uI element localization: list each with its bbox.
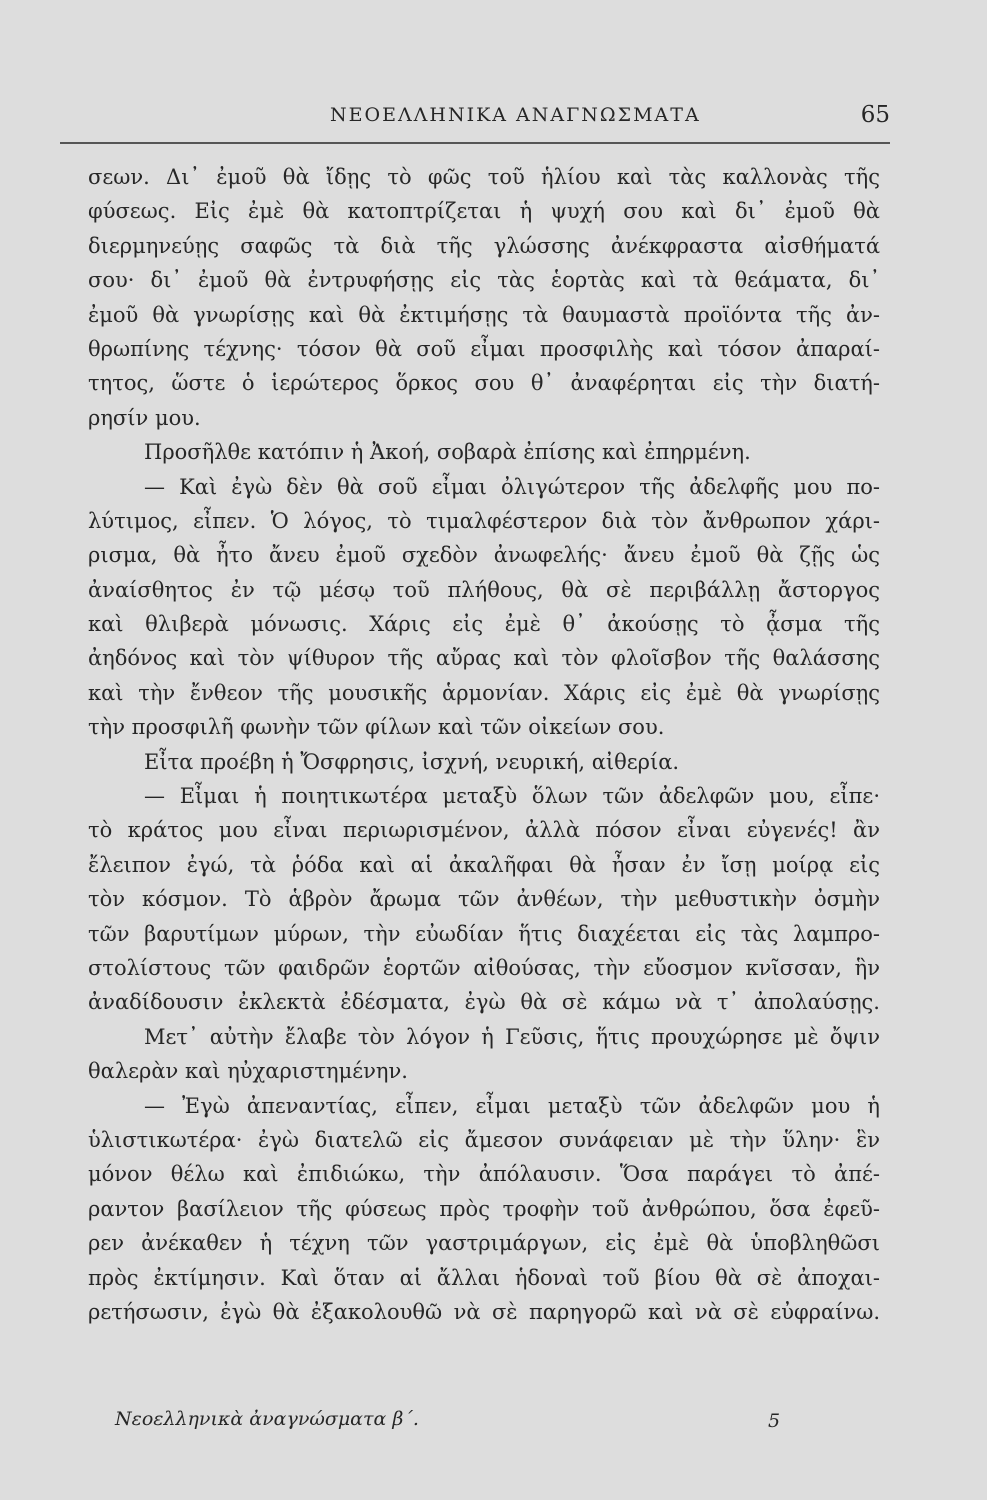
text-line: ραντον βασίλειον τῆς φύσεως πρὸς τροφὴν τοῦ ἀνθρώπου, ὅσα ἐφεῦ- bbox=[88, 1196, 880, 1221]
text-line: μόνον θέλω καὶ ἐπιδιώκω, τὴν ἀπόλαυσιν. Ὅσα παράγει τὸ ἀπέ- bbox=[88, 1162, 880, 1187]
text-line: καὶ τὴν ἔνθεον τῆς μουσικῆς ἁρμονίαν. Χάρις εἰς ἐμὲ θὰ γνωρίσῃς bbox=[88, 680, 880, 705]
text-line: Εἶτα προέβη ἡ Ὄσφρησις, ἰσχνή, νευρική, αἰθερία. bbox=[144, 749, 680, 774]
text-line: ἔλειπον ἐγώ, τὰ ῥόδα καὶ αἱ ἀκαλῆφαι θὰ ἦσαν ἐν ἴσῃ μοίρᾳ εἰς bbox=[88, 852, 880, 877]
text-line: ρετήσωσιν, ἐγὼ θὰ ἐξακολουθῶ νὰ σὲ παρηγορῶ καὶ νὰ σὲ εὐφραίνω. bbox=[88, 1299, 880, 1324]
text-line: θρωπίνης τέχνης· τόσον θὰ σοῦ εἶμαι προσφιλὴς καὶ τόσον ἀπαραί- bbox=[88, 336, 880, 361]
text-line: θαλερὰν καὶ ηὐχαριστημένην. bbox=[88, 1059, 408, 1084]
text-line: ρισμα, θὰ ἦτο ἄνευ ἐμοῦ σχεδὸν ἀνωφελής· ἄνευ ἐμοῦ θὰ ζῇς ὡς bbox=[88, 543, 880, 568]
text-line: ρησίν μου. bbox=[88, 405, 201, 430]
text-line: τὸ κράτος μου εἶναι περιωρισμένον, ἀλλὰ πόσον εἶναι εὐγενές! ἂν bbox=[88, 818, 880, 843]
text-line: σεων. Δι᾽ ἐμοῦ θὰ ἴδῃς τὸ φῶς τοῦ ἡλίου καὶ τὰς καλλονὰς τῆς bbox=[88, 165, 880, 189]
text-line: καὶ θλιβερὰ μόνωσις. Χάρις εἰς ἐμὲ θ᾽ ἀκούσῃς τὸ ᾆσμα τῆς bbox=[88, 612, 880, 637]
text-line: τητος, ὥστε ὁ ἱερώτερος ὅρκος σου θ᾽ ἀναφέρηται εἰς τὴν διατή- bbox=[88, 371, 880, 396]
text-line: φύσεως. Εἰς ἐμὲ θὰ κατοπτρίζεται ἡ ψυχή σου καὶ δι᾽ ἐμοῦ θὰ bbox=[88, 199, 880, 224]
text-line: στολίστους τῶν φαιδρῶν ἑορτῶν αἰθούσας, τὴν εὔοσμον κνῖσσαν, ἣν bbox=[88, 955, 880, 980]
running-head: ΝΕΟΕΛΛΗΝΙΚΑ ΑΝΑΓΝΩΣΜΑΤΑ bbox=[330, 104, 701, 126]
text-line: τὸν κόσμον. Τὸ ἁβρὸν ἄρωμα τῶν ἀνθέων, τὴν μεθυστικὴν ὀσμὴν bbox=[88, 887, 880, 912]
footer-signature: 5 bbox=[768, 1410, 781, 1432]
text-line: λύτιμος, εἶπεν. Ὁ λόγος, τὸ τιμαλφέστερον διὰ τὸν ἄνθρωπον χάρι- bbox=[88, 508, 880, 533]
page-number: 65 bbox=[860, 102, 890, 128]
text-line: ρεν ἀνέκαθεν ἡ τέχνη τῶν γαστριμάργων, εἰς ἐμὲ θὰ ὑποβληθῶσι bbox=[88, 1231, 880, 1256]
text-line: διερμηνεύῃς σαφῶς τὰ διὰ τῆς γλώσσης ἀνέκφραστα αἰσθήματά bbox=[88, 233, 880, 258]
text-line: Προσῆλθε κατόπιν ἡ Ἀκοή, σοβαρὰ ἐπίσης καὶ ἐπηρμένη. bbox=[144, 440, 751, 465]
text-line: σου· δι᾽ ἐμοῦ θὰ ἐντρυφήσῃς εἰς τὰς ἑορτὰς καὶ τὰ θεάματα, δι᾽ bbox=[88, 268, 880, 293]
footer-book-title: Νεοελληνικὰ ἀναγνώσματα β΄. bbox=[115, 1408, 419, 1430]
text-line: ὑλιστικωτέρα· ἐγὼ διατελῶ εἰς ἄμεσον συνάφειαν μὲ τὴν ὕλην· ἓν bbox=[88, 1127, 880, 1152]
text-line: — Εἶμαι ἡ ποιητικωτέρα μεταξὺ ὅλων τῶν ἀδελφῶν μου, εἶπε· bbox=[144, 784, 880, 809]
text-line: — Ἐγὼ ἀπεναντίας, εἶπεν, εἶμαι μεταξὺ τῶν ἀδελφῶν μου ἡ bbox=[144, 1093, 880, 1118]
body-text bbox=[88, 160, 880, 1329]
header-rule bbox=[60, 142, 890, 144]
text-line: ἐμοῦ θὰ γνωρίσῃς καὶ θὰ ἐκτιμήσῃς τὰ θαυμαστὰ προϊόντα τῆς ἀν- bbox=[88, 302, 880, 327]
text-line: ἀναίσθητος ἐν τῷ μέσῳ τοῦ πλήθους, θὰ σὲ περιβάλλῃ ἄστοργος bbox=[88, 577, 880, 602]
text-line: τῶν βαρυτίμων μύρων, τὴν εὐωδίαν ἥτις διαχέεται εἰς τὰς λαμπρο- bbox=[88, 921, 880, 946]
text-line: Μετ᾽ αὐτὴν ἔλαβε τὸν λόγον ἡ Γεῦσις, ἥτις προυχώρησε μὲ ὄψιν bbox=[144, 1024, 880, 1049]
text-line: πρὸς ἐκτίμησιν. Καὶ ὅταν αἱ ἄλλαι ἡδοναὶ τοῦ βίου θὰ σὲ ἀποχαι- bbox=[88, 1265, 880, 1290]
text-line: τὴν προσφιλῆ φωνὴν τῶν φίλων καὶ τῶν οἰκείων σου. bbox=[88, 715, 665, 740]
text-line: ἀηδόνος καὶ τὸν ψίθυρον τῆς αὔρας καὶ τὸν φλοῖσβον τῆς θαλάσσης bbox=[88, 646, 880, 671]
text-line: ἀναδίδουσιν ἐκλεκτὰ ἐδέσματα, ἐγὼ θὰ σὲ κάμω νὰ τ᾽ ἀπολαύσῃς. bbox=[88, 990, 880, 1015]
page-header bbox=[60, 100, 890, 140]
text-line: — Καὶ ἐγὼ δὲν θὰ σοῦ εἶμαι ὀλιγώτερον τῆς ἀδελφῆς μου πο- bbox=[144, 474, 880, 499]
